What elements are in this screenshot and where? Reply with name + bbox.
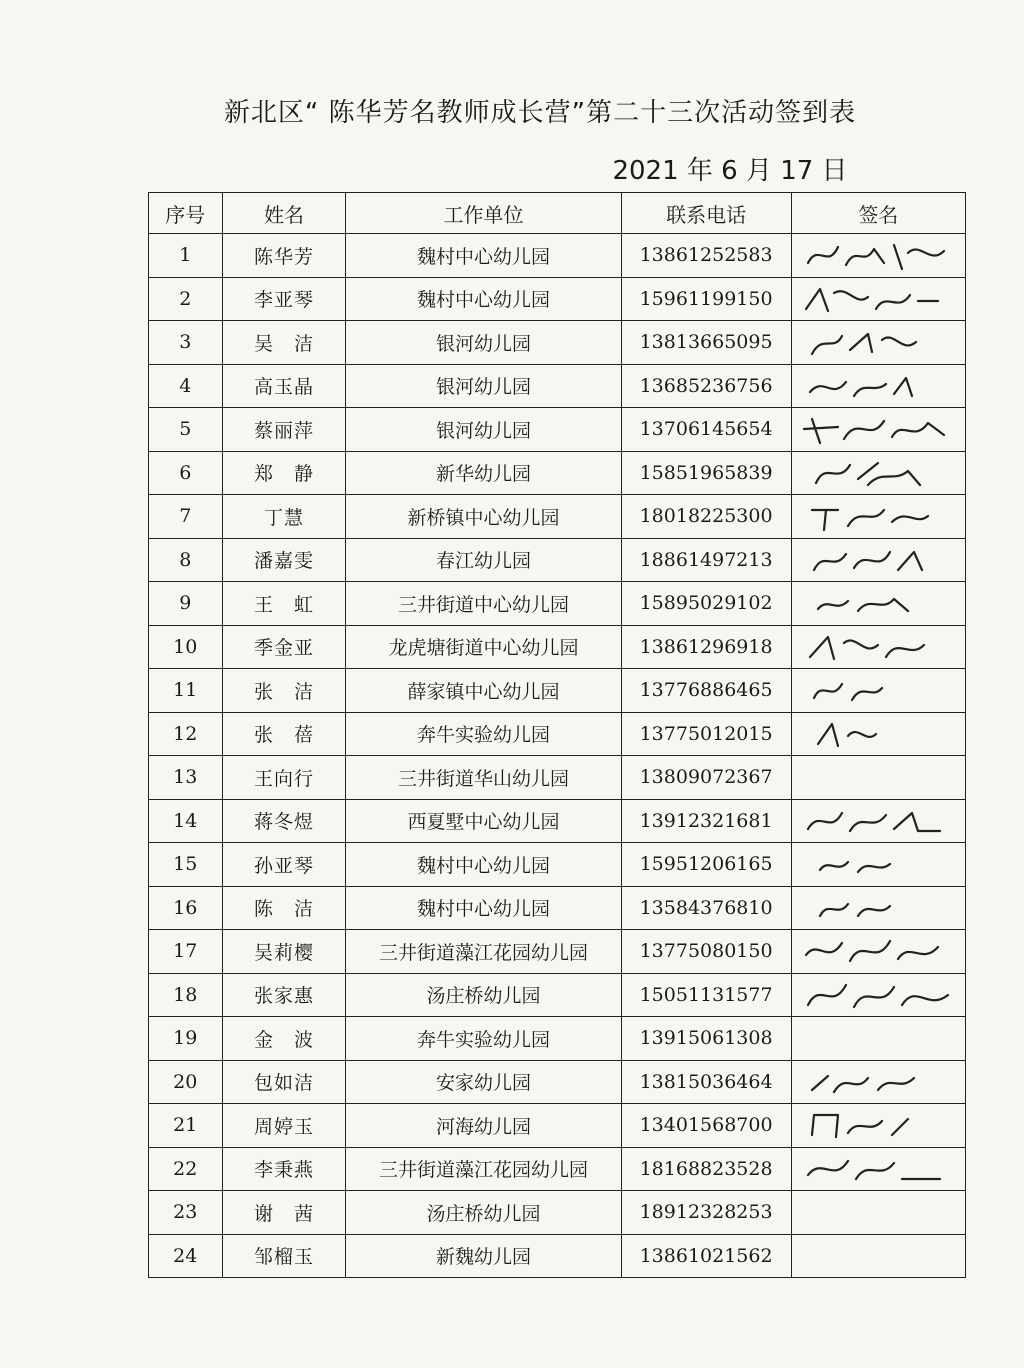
row-phone: 15895029102 bbox=[621, 582, 791, 626]
row-phone: 13861296918 bbox=[621, 625, 791, 669]
row-signature bbox=[791, 1191, 965, 1235]
row-unit: 魏村中心幼儿园 bbox=[346, 277, 621, 321]
table-body bbox=[149, 234, 966, 1278]
table-row bbox=[149, 364, 966, 408]
table-row bbox=[149, 930, 966, 974]
row-name: 陈华芳 bbox=[222, 234, 346, 278]
row-unit: 银河幼儿园 bbox=[346, 408, 621, 452]
row-no: 14 bbox=[149, 799, 223, 843]
row-signature bbox=[791, 712, 965, 756]
handwritten-signature bbox=[798, 844, 958, 884]
row-phone: 13861021562 bbox=[621, 1234, 791, 1278]
table-row bbox=[149, 1191, 966, 1235]
row-name: 郑 静 bbox=[222, 451, 346, 495]
row-no: 22 bbox=[149, 1147, 223, 1191]
row-no: 12 bbox=[149, 712, 223, 756]
row-phone: 18018225300 bbox=[621, 495, 791, 539]
sheet-date: 2021 年 6 月 17 日 bbox=[612, 156, 848, 186]
row-unit: 奔牛实验幼儿园 bbox=[346, 1017, 621, 1061]
row-name: 张家惠 bbox=[222, 973, 346, 1017]
row-no: 9 bbox=[149, 582, 223, 626]
row-phone: 15951206165 bbox=[621, 843, 791, 887]
row-no: 16 bbox=[149, 886, 223, 930]
row-no: 5 bbox=[149, 408, 223, 452]
page-title: 新北区“ 陈华芳名教师成长营”第二十三次活动签到表 bbox=[223, 98, 857, 128]
handwritten-signature bbox=[798, 453, 958, 493]
table-row bbox=[149, 843, 966, 887]
row-signature bbox=[791, 843, 965, 887]
row-name: 季金亚 bbox=[222, 625, 346, 669]
row-signature bbox=[791, 1234, 965, 1278]
row-phone: 13401568700 bbox=[621, 1104, 791, 1148]
row-signature bbox=[791, 321, 965, 365]
row-phone: 13685236756 bbox=[621, 364, 791, 408]
row-unit: 汤庄桥幼儿园 bbox=[346, 973, 621, 1017]
row-phone: 18168823528 bbox=[621, 1147, 791, 1191]
table-row bbox=[149, 669, 966, 713]
table-row bbox=[149, 277, 966, 321]
row-no: 6 bbox=[149, 451, 223, 495]
row-name: 蔡丽萍 bbox=[222, 408, 346, 452]
table-row bbox=[149, 1104, 966, 1148]
row-phone: 18912328253 bbox=[621, 1191, 791, 1235]
row-no: 13 bbox=[149, 756, 223, 800]
row-no: 1 bbox=[149, 234, 223, 278]
row-name: 高玉晶 bbox=[222, 364, 346, 408]
row-unit: 三井街道藻江花园幼儿园 bbox=[346, 1147, 621, 1191]
row-unit: 安家幼儿园 bbox=[346, 1060, 621, 1104]
handwritten-signature bbox=[798, 1149, 958, 1189]
handwritten-signature bbox=[798, 801, 958, 841]
row-signature bbox=[791, 1060, 965, 1104]
row-no: 2 bbox=[149, 277, 223, 321]
table-row bbox=[149, 408, 966, 452]
row-name: 丁慧 bbox=[222, 495, 346, 539]
table-row bbox=[149, 756, 966, 800]
handwritten-signature bbox=[798, 279, 958, 319]
row-phone: 15851965839 bbox=[621, 451, 791, 495]
table-row bbox=[149, 1147, 966, 1191]
row-name: 金 波 bbox=[222, 1017, 346, 1061]
row-phone: 13584376810 bbox=[621, 886, 791, 930]
row-signature bbox=[791, 495, 965, 539]
row-signature bbox=[791, 886, 965, 930]
row-phone: 15961199150 bbox=[621, 277, 791, 321]
row-unit: 奔牛实验幼儿园 bbox=[346, 712, 621, 756]
attendance-table bbox=[148, 192, 966, 1278]
row-no: 15 bbox=[149, 843, 223, 887]
row-name: 蒋冬煜 bbox=[222, 799, 346, 843]
row-no: 21 bbox=[149, 1104, 223, 1148]
table-row bbox=[149, 799, 966, 843]
row-phone: 13912321681 bbox=[621, 799, 791, 843]
row-signature bbox=[791, 1017, 965, 1061]
row-name: 谢 茜 bbox=[222, 1191, 346, 1235]
row-signature bbox=[791, 364, 965, 408]
row-name: 陈 洁 bbox=[222, 886, 346, 930]
row-signature bbox=[791, 973, 965, 1017]
row-unit: 薛家镇中心幼儿园 bbox=[346, 669, 621, 713]
row-no: 17 bbox=[149, 930, 223, 974]
row-name: 张 洁 bbox=[222, 669, 346, 713]
row-name: 孙亚琴 bbox=[222, 843, 346, 887]
handwritten-signature bbox=[798, 931, 958, 971]
table-row bbox=[149, 234, 966, 278]
row-unit: 新桥镇中心幼儿园 bbox=[346, 495, 621, 539]
header-signature: 签名 bbox=[791, 193, 965, 234]
table-row bbox=[149, 582, 966, 626]
row-phone: 13775080150 bbox=[621, 930, 791, 974]
row-signature bbox=[791, 538, 965, 582]
row-unit: 魏村中心幼儿园 bbox=[346, 843, 621, 887]
row-no: 19 bbox=[149, 1017, 223, 1061]
row-unit: 西夏墅中心幼儿园 bbox=[346, 799, 621, 843]
row-signature bbox=[791, 930, 965, 974]
row-signature bbox=[791, 451, 965, 495]
handwritten-signature bbox=[798, 670, 958, 710]
row-no: 7 bbox=[149, 495, 223, 539]
row-signature bbox=[791, 756, 965, 800]
row-unit: 新魏幼儿园 bbox=[346, 1234, 621, 1278]
table-row bbox=[149, 712, 966, 756]
row-name: 吴 洁 bbox=[222, 321, 346, 365]
row-signature bbox=[791, 234, 965, 278]
row-no: 23 bbox=[149, 1191, 223, 1235]
row-name: 邹榴玉 bbox=[222, 1234, 346, 1278]
table-row bbox=[149, 495, 966, 539]
table-row bbox=[149, 1060, 966, 1104]
row-no: 11 bbox=[149, 669, 223, 713]
row-name: 张 蓓 bbox=[222, 712, 346, 756]
handwritten-signature bbox=[798, 496, 958, 536]
row-unit: 河海幼儿园 bbox=[346, 1104, 621, 1148]
row-signature bbox=[791, 1147, 965, 1191]
row-phone: 13813665095 bbox=[621, 321, 791, 365]
row-phone: 13915061308 bbox=[621, 1017, 791, 1061]
handwritten-signature bbox=[798, 583, 958, 623]
table-header-row bbox=[149, 193, 966, 234]
table-row bbox=[149, 321, 966, 365]
row-signature bbox=[791, 277, 965, 321]
row-no: 8 bbox=[149, 538, 223, 582]
table-row bbox=[149, 451, 966, 495]
row-unit: 汤庄桥幼儿园 bbox=[346, 1191, 621, 1235]
handwritten-signature bbox=[798, 409, 958, 449]
handwritten-signature bbox=[798, 714, 958, 754]
row-no: 10 bbox=[149, 625, 223, 669]
row-unit: 三井街道华山幼儿园 bbox=[346, 756, 621, 800]
row-phone: 13776886465 bbox=[621, 669, 791, 713]
row-phone: 13815036464 bbox=[621, 1060, 791, 1104]
row-signature bbox=[791, 625, 965, 669]
row-unit: 三井街道藻江花园幼儿园 bbox=[346, 930, 621, 974]
header-phone: 联系电话 bbox=[621, 193, 791, 234]
table-row bbox=[149, 625, 966, 669]
row-name: 包如洁 bbox=[222, 1060, 346, 1104]
row-unit: 银河幼儿园 bbox=[346, 321, 621, 365]
table-row bbox=[149, 1234, 966, 1278]
handwritten-signature bbox=[798, 975, 958, 1015]
row-name: 李亚琴 bbox=[222, 277, 346, 321]
row-name: 潘嘉雯 bbox=[222, 538, 346, 582]
row-no: 3 bbox=[149, 321, 223, 365]
row-signature bbox=[791, 799, 965, 843]
table-row bbox=[149, 1017, 966, 1061]
row-name: 李秉燕 bbox=[222, 1147, 346, 1191]
row-unit: 魏村中心幼儿园 bbox=[346, 234, 621, 278]
row-phone: 18861497213 bbox=[621, 538, 791, 582]
row-name: 吴莉樱 bbox=[222, 930, 346, 974]
row-no: 4 bbox=[149, 364, 223, 408]
header-unit: 工作单位 bbox=[346, 193, 621, 234]
row-unit: 龙虎塘街道中心幼儿园 bbox=[346, 625, 621, 669]
header-name: 姓名 bbox=[222, 193, 346, 234]
row-signature bbox=[791, 669, 965, 713]
header-no: 序号 bbox=[149, 193, 223, 234]
handwritten-signature bbox=[798, 627, 958, 667]
row-phone: 13775012015 bbox=[621, 712, 791, 756]
row-no: 24 bbox=[149, 1234, 223, 1278]
handwritten-signature bbox=[798, 1062, 958, 1102]
row-name: 王向行 bbox=[222, 756, 346, 800]
handwritten-signature bbox=[798, 1105, 958, 1145]
row-name: 周婷玉 bbox=[222, 1104, 346, 1148]
row-phone: 13809072367 bbox=[621, 756, 791, 800]
row-unit: 新华幼儿园 bbox=[346, 451, 621, 495]
row-unit: 三井街道中心幼儿园 bbox=[346, 582, 621, 626]
row-signature bbox=[791, 1104, 965, 1148]
handwritten-signature bbox=[798, 322, 958, 362]
row-signature bbox=[791, 408, 965, 452]
row-signature bbox=[791, 582, 965, 626]
row-unit: 银河幼儿园 bbox=[346, 364, 621, 408]
table-row bbox=[149, 886, 966, 930]
row-no: 20 bbox=[149, 1060, 223, 1104]
handwritten-signature bbox=[798, 366, 958, 406]
row-unit: 春江幼儿园 bbox=[346, 538, 621, 582]
handwritten-signature bbox=[798, 235, 958, 275]
table-row bbox=[149, 973, 966, 1017]
row-phone: 15051131577 bbox=[621, 973, 791, 1017]
row-phone: 13706145654 bbox=[621, 408, 791, 452]
row-unit: 魏村中心幼儿园 bbox=[346, 886, 621, 930]
table-row bbox=[149, 538, 966, 582]
handwritten-signature bbox=[798, 540, 958, 580]
row-name: 王 虹 bbox=[222, 582, 346, 626]
row-no: 18 bbox=[149, 973, 223, 1017]
row-phone: 13861252583 bbox=[621, 234, 791, 278]
handwritten-signature bbox=[798, 888, 958, 928]
